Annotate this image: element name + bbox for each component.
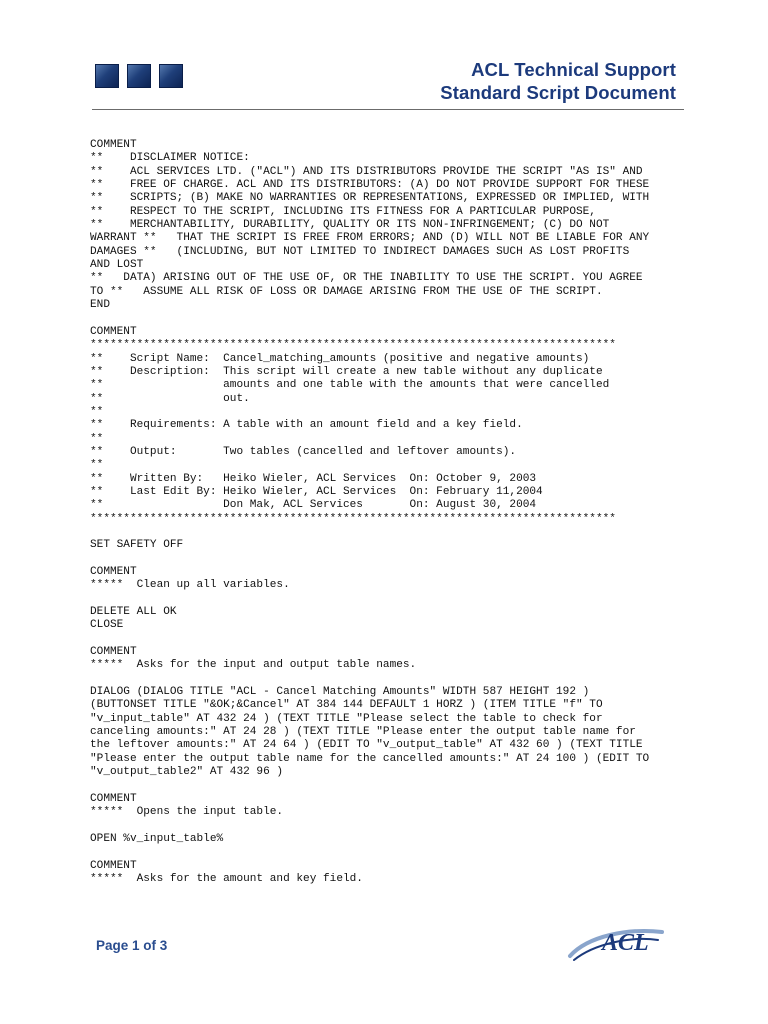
- script-line: ** Last Edit By: Heiko Wieler, ACL Services On: February 11,2004: [90, 485, 543, 498]
- script-line: **: [90, 432, 104, 445]
- script-line: [90, 553, 680, 566]
- script-line: ** DATA) ARISING OUT OF THE USE OF, OR THE INABILITY TO USE THE SCRIPT. YOU AGREE: [90, 272, 643, 285]
- header-title-line1: ACL Technical Support: [471, 59, 676, 80]
- script-line: ** DISCLAIMER NOTICE:: [90, 152, 250, 165]
- script-line: END: [90, 299, 110, 312]
- script-line: the leftover amounts:" AT 24 64 ) (EDIT TO "v_output_table" AT 432 60 ) (TEXT TITLE: [90, 739, 643, 752]
- script-line: ** Requirements: A table with an amount field and a key field.: [90, 419, 523, 432]
- script-line: "v_input_table" AT 432 24 ) (TEXT TITLE "Please select the table to check for: [90, 712, 603, 725]
- script-line: [90, 780, 680, 793]
- script-line: *******************************************************************************: [90, 339, 616, 352]
- acl-squares-logo: [95, 64, 185, 88]
- script-line: DAMAGES ** (INCLUDING, BUT NOT LIMITED TO INDIRECT DAMAGES SUCH AS LOST PROFITS: [90, 245, 630, 258]
- page-number: Page 1 of 3: [96, 938, 168, 953]
- script-line: ** ACL SERVICES LTD. ("ACL") AND ITS DISTRIBUTORS PROVIDE THE SCRIPT "AS IS" AND: [90, 165, 643, 178]
- script-line: DIALOG (DIALOG TITLE "ACL - Cancel Matching Amounts" WIDTH 587 HEIGHT 192 ): [90, 686, 590, 699]
- script-line: AND LOST: [90, 259, 144, 272]
- script-line: TO ** ASSUME ALL RISK OF LOSS OR DAMAGE ARISING FROM THE USE OF THE SCRIPT.: [90, 285, 603, 298]
- script-line: [90, 312, 680, 325]
- script-line: COMMENT: [90, 566, 137, 578]
- script-line: DELETE ALL OK: [90, 606, 177, 619]
- script-line: OPEN %v_input_table%: [90, 832, 224, 845]
- script-line: ** out.: [90, 392, 250, 405]
- header-divider: [92, 109, 684, 110]
- footer-logo-text: ACL: [602, 930, 649, 956]
- script-line: **: [90, 405, 104, 418]
- script-line: COMMENT: [90, 646, 137, 659]
- script-line: [90, 846, 680, 859]
- script-line: COMMENT: [90, 139, 137, 151]
- script-line: SET SAFETY OFF: [90, 539, 184, 552]
- script-line: [90, 673, 680, 686]
- script-line: [90, 633, 680, 646]
- script-line: ** SCRIPTS; (B) MAKE NO WARRANTIES OR REPRESENTATIONS, EXPRESSED OR IMPLIED, WITH: [90, 192, 650, 205]
- script-line: COMMENT: [90, 325, 137, 338]
- script-line: COMMENT: [90, 859, 137, 872]
- script-line: ** Output: Two tables (cancelled and leftover amounts).: [90, 445, 517, 458]
- script-line: CLOSE: [90, 619, 124, 632]
- script-line: ** Script Name: Cancel_matching_amounts (positive and negative amounts): [90, 352, 590, 365]
- script-line: *******************************************************************************: [90, 512, 616, 525]
- script-line: ** amounts and one table with the amounts that were cancelled: [90, 379, 610, 392]
- script-line: [90, 593, 680, 606]
- script-line: canceling amounts:" AT 24 28 ) (TEXT TITLE "Please enter the output table name for: [90, 726, 636, 739]
- script-line: ** Description: This script will create a new table without any duplicate: [90, 365, 603, 378]
- script-line: [90, 526, 680, 539]
- acl-footer-logo: [566, 920, 666, 964]
- script-line: ***** Asks for the input and output table names.: [90, 659, 417, 672]
- script-line: [90, 820, 680, 833]
- script-line: "v_output_table2" AT 432 96 ): [90, 766, 284, 779]
- script-body: [90, 139, 680, 886]
- script-line: ***** Clean up all variables.: [90, 579, 290, 592]
- script-line: ** RESPECT TO THE SCRIPT, INCLUDING ITS FITNESS FOR A PARTICULAR PURPOSE,: [90, 205, 596, 218]
- document-header-title: [440, 58, 676, 104]
- header-title-line2: Standard Script Document: [440, 82, 676, 103]
- script-line: COMMENT: [90, 792, 137, 805]
- logo-square-3: [159, 64, 183, 88]
- script-line: (BUTTONSET TITLE "&OK;&Cancel" AT 384 144 DEFAULT 1 HORZ ) (ITEM TITLE "f" TO: [90, 699, 603, 712]
- script-line: ***** Opens the input table.: [90, 806, 284, 819]
- script-line: ** Written By: Heiko Wieler, ACL Services On: October 9, 2003: [90, 472, 537, 485]
- script-line: ** FREE OF CHARGE. ACL AND ITS DISTRIBUTORS: (A) DO NOT PROVIDE SUPPORT FOR THESE: [90, 179, 650, 192]
- script-line: "Please enter the output table name for the cancelled amounts:" AT 24 100 ) (EDIT TO: [90, 752, 650, 765]
- script-line: WARRANT ** THAT THE SCRIPT IS FREE FROM ERRORS; AND (D) WILL NOT BE LIABLE FOR ANY: [90, 232, 650, 245]
- script-line: **: [90, 459, 104, 472]
- script-line: ***** Asks for the amount and key field.: [90, 872, 363, 885]
- script-line: ** MERCHANTABILITY, DURABILITY, QUALITY OR ITS NON-INFRINGEMENT; (C) DO NOT: [90, 219, 610, 232]
- logo-square-1: [95, 64, 119, 88]
- script-line: ** Don Mak, ACL Services On: August 30, 2004: [90, 499, 537, 512]
- logo-square-2: [127, 64, 151, 88]
